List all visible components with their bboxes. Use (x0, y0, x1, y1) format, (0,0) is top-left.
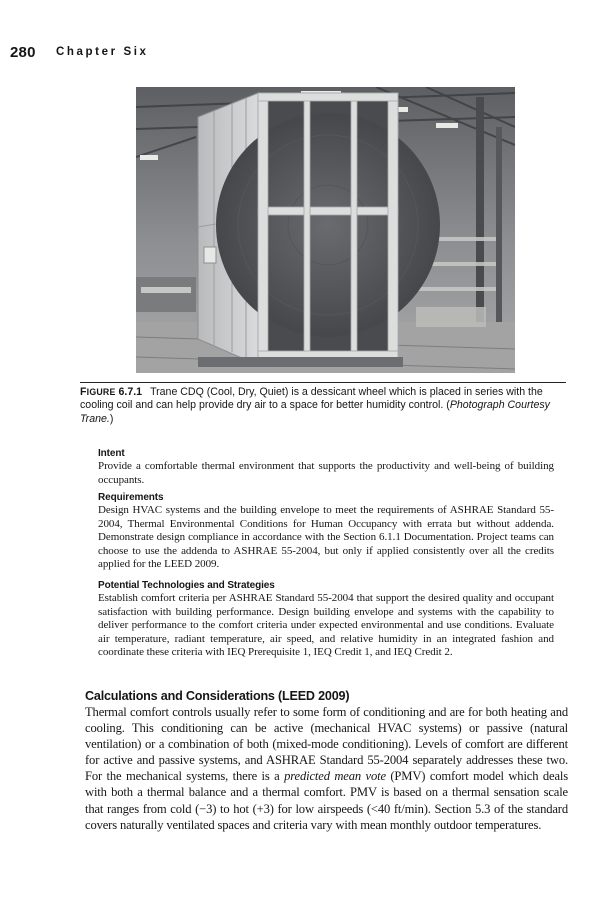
caption-text: Trane CDQ (Cool, Dry, Quiet) is a dessicant wheel which is placed in series with the cooling coil and can help provide dry air to a space for better humidity control. ( (80, 386, 543, 412)
strategies-text: Establish comfort criteria per ASHRAE Standard 55-2004 that support the desired quality and occupant satisfaction with building performance. Design building envelope and systems with the capability to deliver performance to the comfort criteria under expected environmental and use conditions. Evaluate air temperature, radiant temperature, air speed, and relative humidity in an integrated fashion and coordinate these criteria with IEQ Prerequisite 1, IEQ Credit 1, and IEQ Credit 2. (98, 592, 554, 658)
figure-number: 6.7.1 (118, 386, 143, 398)
caption-credit: Photograph Courtesy Trane. (80, 399, 550, 425)
page-number: 280 (10, 44, 36, 61)
dessicant-wheel-photo (136, 87, 515, 373)
figure-label: FIGURE (80, 386, 116, 398)
figure-caption: FIGURE 6.7.1 Trane CDQ (Cool, Dry, Quiet) is a dessicant wheel which is placed in series with the cooling coil and can help provide dry air to a space for better humidity control. (Photograph Courtesy Trane.) (80, 386, 550, 425)
pmv-term: predicted mean vote (284, 769, 386, 784)
requirements-heading: Requirements (98, 492, 164, 503)
caption-rule (80, 382, 566, 383)
chapter-label: Chapter Six (56, 46, 149, 58)
section-heading: Calculations and Considerations (LEED 2009) (85, 689, 350, 703)
strategies-block (98, 579, 554, 660)
strategies-heading: Potential Technologies and Strategies (98, 580, 275, 591)
figure-photo (136, 87, 515, 373)
requirements-block (98, 491, 554, 572)
intent-block (98, 447, 554, 487)
requirements-text: Design HVAC systems and the building envelope to meet the requirements of ASHRAE Standard 55-2004, Thermal Environmental Conditions for Human Occupancy with errata but without addenda. Demonstrate design compliance in accordance with the Section 6.1.1 Documentation. Project teams can choose to use the addenda to ASHRAE 55-2004, but only if applied consistently over all the credits applied for the LEED 2009. (98, 504, 554, 570)
intent-heading: Intent (98, 448, 125, 459)
intent-text: Provide a comfortable thermal environment that supports the productivity and well-being of building occupants. (98, 460, 554, 486)
calculations-text: Thermal comfort controls usually refer to some form of conditioning and are for both heating and cooling. This conditioning can be active (mechanical HVAC systems) or passive (natural ventilation) or a combination of both (mixed-mode conditioning). Levels of comfort are different for active and passive systems, and ASHRAE Standard 55-2004 separately addresses these two. For the mechanical systems, there is a predicted mean vote (PMV) comfort model which deals with both a thermal balance and a thermal comfort. PMV is based on a thermal sensation scale that ranges from cold (−3) to hot (+3) for low airspeeds (<40 ft/min). Section 5.3 of the standard covers naturally ventilated spaces and criteria vary with mean monthly outdoor temperatures. (85, 705, 569, 832)
